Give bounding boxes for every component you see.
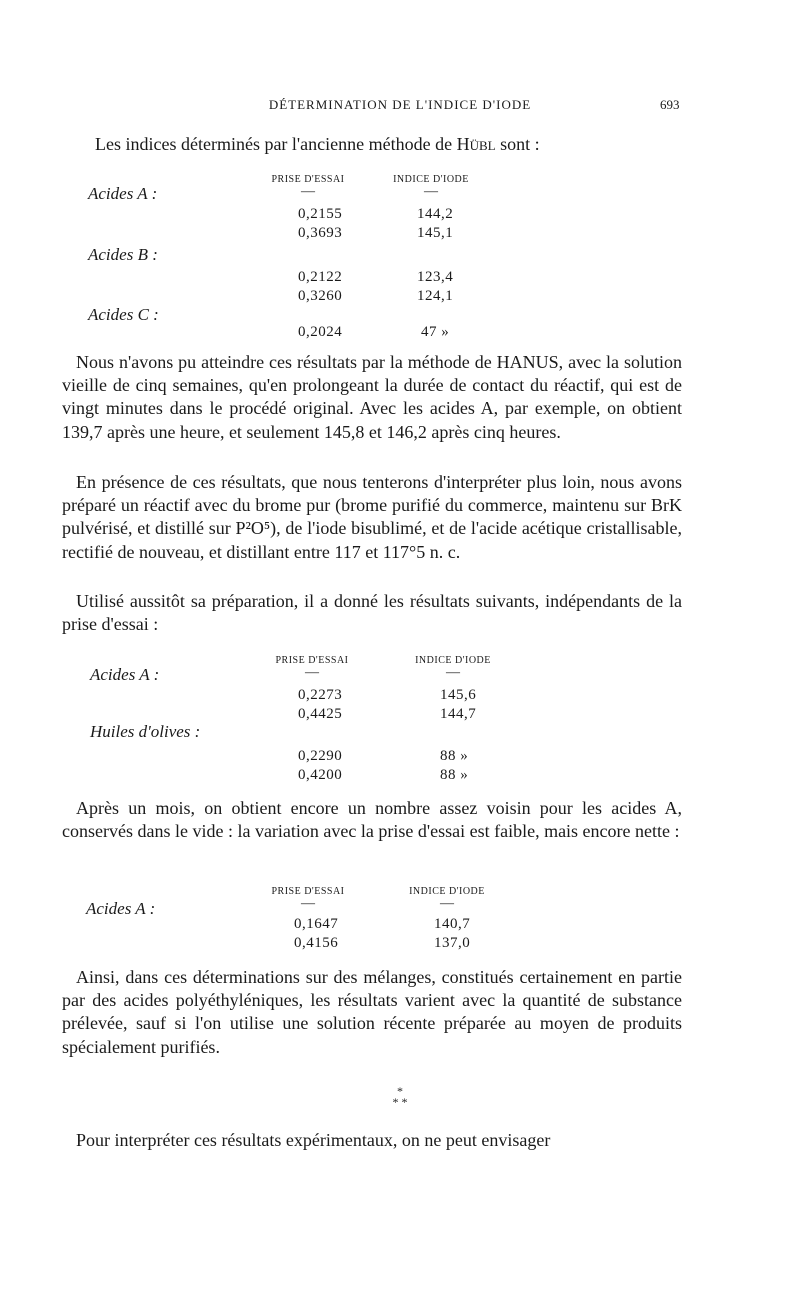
paragraph-text: Après un mois, on obtient encore un nombre assez voisin pour les acides A, conservés dans le vide : la variation avec la prise d'essai est faible, mais encore nette : bbox=[62, 798, 682, 842]
table-cell: 144,2 bbox=[417, 206, 454, 222]
intro-sentence bbox=[95, 134, 540, 155]
paragraph-text: Utilisé aussitôt sa préparation, il a donné les résultats suivants, indépendants de la prise d'essai : bbox=[62, 591, 682, 635]
table-cell: 0,4156 bbox=[294, 935, 339, 951]
group-label: Acides C : bbox=[88, 305, 159, 324]
table-cell: 0,2290 bbox=[298, 748, 343, 764]
column-header-indice: INDICE D'IODE bbox=[409, 886, 485, 897]
table-cell: 137,0 bbox=[434, 935, 471, 951]
table-cell: 88 » bbox=[440, 767, 469, 783]
table-cell: 0,4200 bbox=[298, 767, 343, 783]
column-dash: — bbox=[446, 665, 460, 680]
table-cell: 144,7 bbox=[440, 706, 477, 722]
paragraph-text: Nous n'avons pu atteindre ces résultats par la méthode de HANUS, avec la solution vieille de cinq semaines, qu'en prolongeant la durée de contact du réactif, qui est de vingt minutes dans le procédé original. Avec les acides A, par exemple, on obtient 139,7 après une heure, et seulement 145,8 et 146,2 après cinq heures. bbox=[62, 352, 682, 442]
table-cell: 0,3260 bbox=[298, 288, 343, 304]
table-cell: 145,6 bbox=[440, 687, 477, 703]
column-dash: — bbox=[301, 896, 315, 911]
running-title: DÉTERMINATION DE L'INDICE D'IODE bbox=[268, 97, 532, 112]
column-header-indice: INDICE D'IODE bbox=[393, 174, 469, 185]
paragraph bbox=[62, 797, 682, 843]
intro-text: Les indices déterminés par l'ancienne méthode de bbox=[95, 134, 457, 154]
intro-tail: sont : bbox=[495, 134, 540, 154]
column-header-indice: INDICE D'IODE bbox=[415, 655, 491, 666]
group-label: Acides A : bbox=[86, 899, 156, 918]
paragraph-text: Ainsi, dans ces déterminations sur des mélanges, constitués certainement en partie par des acides polyéthyléniques, les résultats varient avec la quantité de substance prélevée, sauf si l'on utilise une solution récente préparée au moyen de produits spécialement purifiés. bbox=[62, 967, 682, 1057]
column-dash: — bbox=[424, 184, 438, 199]
table-cell: 0,1647 bbox=[294, 916, 339, 932]
table-cell: 123,4 bbox=[417, 269, 454, 285]
paragraph bbox=[62, 1129, 682, 1152]
table-cell: 88 » bbox=[440, 748, 469, 764]
table-cell: 0,2155 bbox=[298, 206, 343, 222]
page-number: 693 bbox=[660, 97, 680, 112]
column-header-prise: PRISE D'ESSAI bbox=[271, 886, 345, 897]
table-cell: 140,7 bbox=[434, 916, 471, 932]
paragraph bbox=[62, 966, 682, 1059]
table-cell: 0,3693 bbox=[298, 225, 343, 241]
column-header-prise: PRISE D'ESSAI bbox=[275, 655, 349, 666]
table-cell: 47 » bbox=[421, 324, 450, 340]
table-cell: 0,2122 bbox=[298, 269, 343, 285]
table-cell: 0,4425 bbox=[298, 706, 343, 722]
paragraph-text: Pour interpréter ces résultats expérimentaux, on ne peut envisager bbox=[76, 1130, 551, 1150]
paragraph bbox=[62, 590, 682, 636]
table-cell: 0,2024 bbox=[298, 324, 343, 340]
table-cell: 0,2273 bbox=[298, 687, 343, 703]
group-label: Acides A : bbox=[90, 665, 160, 684]
table-cell: 124,1 bbox=[417, 288, 454, 304]
column-dash: — bbox=[301, 184, 315, 199]
asterism-top: * bbox=[397, 1084, 403, 1098]
group-label: Acides A : bbox=[88, 184, 158, 203]
paragraph bbox=[62, 351, 682, 444]
paragraph-text: En présence de ces résultats, que nous tenterons d'interpréter plus loin, nous avons préparé un réactif avec du brome pur (brome purifié du commerce, maintenu sur BrK pulvérisé, et distillé sur P²O⁵), de l'iode bisublimé, et de l'acide acétique cristallisable, rectifié de nouveau, et distillant entre 117 et 117°5 n. c. bbox=[62, 472, 682, 562]
group-label: Huiles d'olives : bbox=[90, 722, 201, 741]
column-header-prise: PRISE D'ESSAI bbox=[271, 174, 345, 185]
asterism-bottom: * * bbox=[392, 1095, 408, 1109]
author-name: Hübl bbox=[456, 134, 496, 154]
paragraph bbox=[62, 471, 682, 564]
column-dash: — bbox=[440, 896, 454, 911]
table-cell: 145,1 bbox=[417, 225, 454, 241]
group-label: Acides B : bbox=[88, 245, 158, 264]
column-dash: — bbox=[305, 665, 319, 680]
